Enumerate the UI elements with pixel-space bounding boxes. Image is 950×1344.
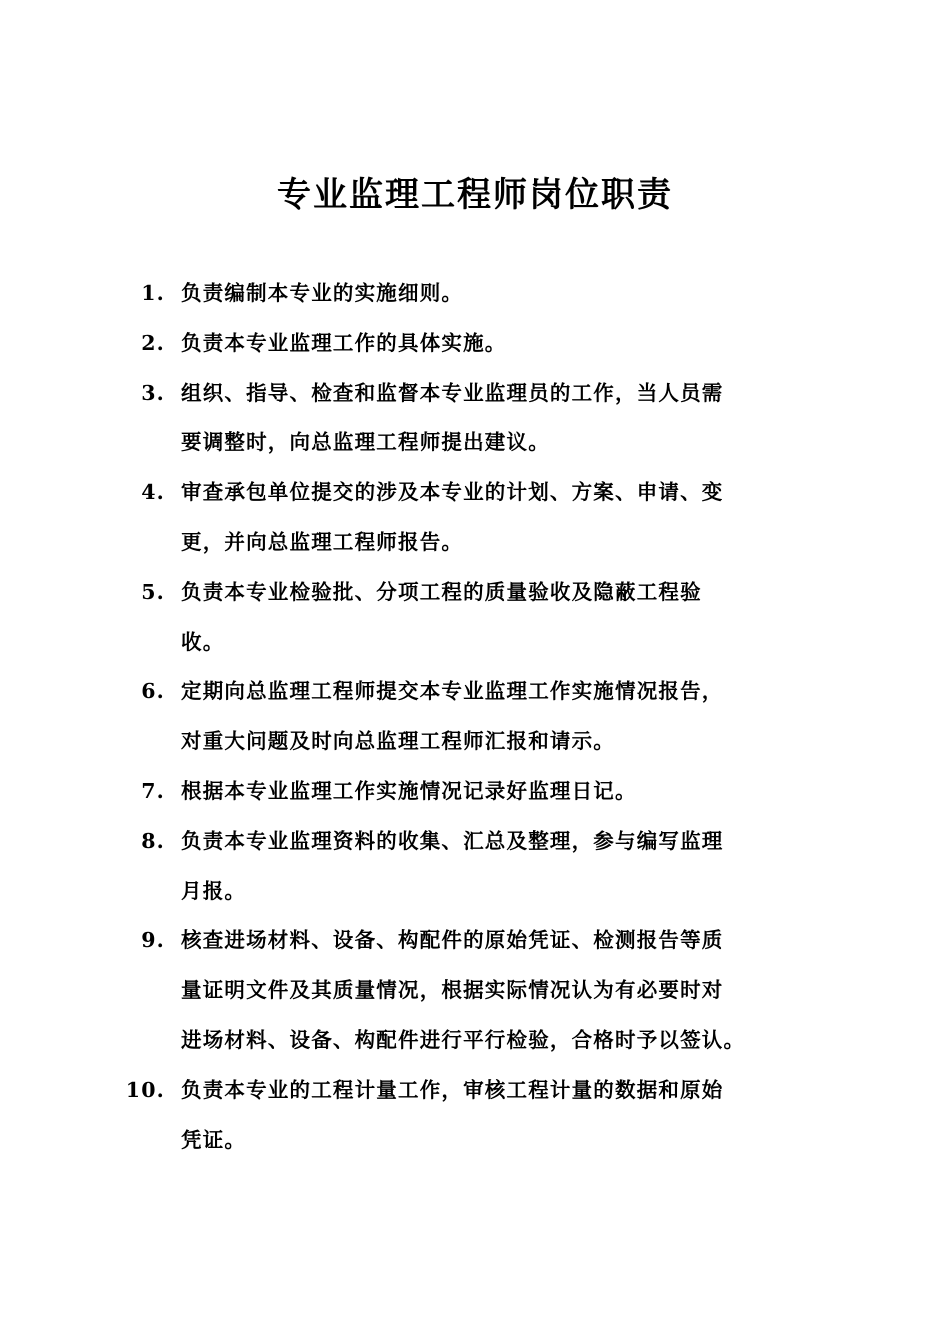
item-number: 7. xyxy=(141,778,165,803)
item-text: 量证明文件及其质量情况，根据实际情况认为有必要时对 xyxy=(181,978,724,1003)
item-text: 对重大问题及时向总监理工程师汇报和请示。 xyxy=(181,729,615,754)
item-number: 3. xyxy=(141,380,165,405)
item-text: 审查承包单位提交的涉及本专业的计划、方案、申请、变 xyxy=(181,480,724,505)
item-text: 负责本专业监理工作的具体实施。 xyxy=(181,330,507,355)
item-text: 要调整时，向总监理工程师提出建议。 xyxy=(181,430,550,455)
item-text: 负责本专业检验批、分项工程的质量验收及隐蔽工程验 xyxy=(181,579,702,604)
list-item xyxy=(125,319,825,369)
list-item xyxy=(125,568,825,668)
item-text: 收。 xyxy=(181,629,225,654)
item-number: 2. xyxy=(141,330,165,355)
list-item xyxy=(125,767,825,817)
list-item xyxy=(125,269,825,319)
item-text: 根据本专业监理工作实施情况记录好监理日记。 xyxy=(181,778,637,803)
item-text: 定期向总监理工程师提交本专业监理工作实施情况报告， xyxy=(181,679,724,704)
item-number: 10. xyxy=(125,1077,165,1102)
item-text: 负责本专业的工程计量工作，审核工程计量的数据和原始 xyxy=(181,1077,724,1102)
item-text: 负责本专业监理资料的收集、汇总及整理，参与编写监理 xyxy=(181,828,724,853)
item-number: 8. xyxy=(141,828,165,853)
item-text: 核查进场材料、设备、构配件的原始凭证、检测报告等质 xyxy=(181,928,724,953)
item-number: 5. xyxy=(141,579,165,604)
item-number: 4. xyxy=(141,480,165,505)
item-text: 月报。 xyxy=(181,878,247,903)
item-number: 9. xyxy=(141,928,165,953)
item-text: 组织、指导、检查和监督本专业监理员的工作，当人员需 xyxy=(181,380,724,405)
list-item xyxy=(125,369,825,469)
item-number: 6. xyxy=(141,679,165,704)
item-text: 进场材料、设备、构配件进行平行检验，合格时予以签认。 xyxy=(181,1027,746,1052)
list-item xyxy=(125,667,825,767)
item-text: 凭证。 xyxy=(181,1127,247,1152)
item-number: 1. xyxy=(141,281,165,305)
list-item xyxy=(125,916,825,1065)
duty-list xyxy=(125,269,825,1165)
page-title: 专业监理工程师岗位职责 xyxy=(277,175,673,215)
item-text: 更，并向总监理工程师报告。 xyxy=(181,529,464,554)
list-item xyxy=(125,468,825,568)
item-text: 负责编制本专业的实施细则。 xyxy=(181,281,464,305)
list-item xyxy=(125,817,825,917)
list-item xyxy=(125,1066,825,1166)
